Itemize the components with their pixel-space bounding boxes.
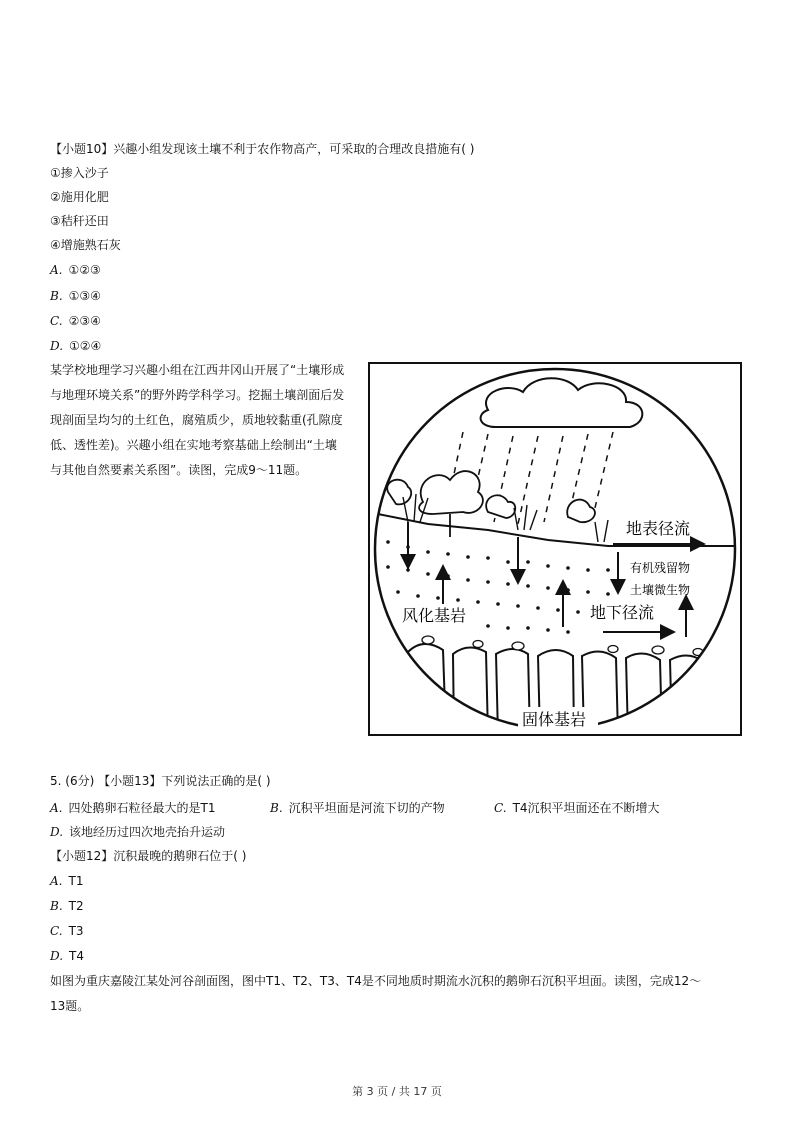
q12-option-d: [50, 948, 84, 964]
option-letter: B.: [50, 289, 63, 303]
q10-stem: 【小题10】兴趣小组发现该土壤不利于农作物高产，可采取的合理改良措施有( ): [50, 142, 475, 156]
option-text: ①②④: [69, 339, 102, 353]
option-letter: B.: [270, 801, 283, 815]
q10-option-b: [50, 288, 101, 304]
intro-line: 与地理环境关系”的野外跨学科学习。挖掘土壤剖面后发: [50, 388, 345, 402]
label-solid-bedrock: 固体基岩: [522, 710, 587, 729]
intro-line: 某学校地理学习兴趣小组在江西井冈山开展了“土壤形成: [50, 363, 345, 377]
final-para-line-2: 13题。: [50, 999, 90, 1013]
option-text: 沉积平坦面是河流下切的产物: [288, 801, 445, 815]
option-letter: C.: [50, 314, 63, 328]
option-letter: C.: [50, 924, 63, 938]
page-footer: 第 3 页 / 共 17 页: [352, 1085, 442, 1098]
q10-item-2: ②施用化肥: [50, 190, 109, 204]
q12-stem: 【小题12】沉积最晚的鹅卵石位于( ): [50, 849, 247, 863]
option-letter: A.: [50, 263, 63, 277]
q10-item-4: ④增施熟石灰: [50, 238, 121, 252]
q13-option-a: [50, 799, 215, 816]
intro-line: 现剖面呈均匀的土红色，腐殖质少，质地较黏重(孔隙度: [50, 413, 343, 427]
option-letter: A.: [50, 801, 63, 815]
option-letter: A.: [50, 874, 63, 888]
option-letter: B.: [50, 899, 63, 913]
option-letter: D.: [50, 339, 64, 353]
option-text: ①②③: [68, 263, 101, 277]
option-text: T4: [69, 949, 84, 963]
label-weathered-bedrock: 风化基岩: [402, 606, 467, 625]
q13-option-d: [50, 824, 225, 840]
option-text: T3: [68, 924, 84, 938]
option-text: 四处鹅卵石粒径最大的是T1: [68, 801, 216, 815]
figure-svg: [368, 362, 742, 736]
q10-option-c: [50, 313, 101, 329]
q12-option-a: [50, 873, 83, 889]
q12-option-b: [50, 898, 84, 914]
option-letter: D.: [50, 949, 64, 963]
option-text: T1: [68, 874, 84, 888]
option-text: 该地经历过四次地壳抬升运动: [69, 825, 226, 839]
q13-option-c: [494, 799, 660, 816]
label-surface-runoff: 地表径流: [626, 519, 691, 538]
intro-paragraph: [50, 358, 366, 483]
intro-line: 低、透性差)。兴趣小组在实地考察基础上绘制出“土壤: [50, 438, 337, 452]
q10-item-3: ③秸秆还田: [50, 214, 109, 228]
option-letter: C.: [494, 801, 507, 815]
q10-option-a: [50, 262, 101, 278]
label-organic-residue: 有机残留物: [630, 561, 691, 575]
soil-relationship-figure: [368, 362, 742, 736]
q13-stem: 5. (6分) 【小题13】下列说法正确的是( ): [50, 774, 271, 788]
option-text: ①③④: [68, 289, 101, 303]
option-letter: D.: [50, 825, 64, 839]
option-text: ②③④: [68, 314, 101, 328]
q10-item-1: ①掺入沙子: [50, 166, 109, 180]
q13-option-b: [270, 799, 445, 816]
intro-line: 与其他自然要素关系图”。读图，完成9～11题。: [50, 463, 308, 477]
option-text: T2: [68, 899, 84, 913]
q10-option-d: [50, 338, 101, 354]
q12-option-c: [50, 923, 84, 939]
label-soil-microbe: 土壤微生物: [630, 583, 691, 597]
label-underground-runoff: 地下径流: [590, 603, 655, 622]
option-text: T4沉积平坦面还在不断增大: [512, 801, 660, 815]
final-para-line-1: 如图为重庆嘉陵江某处河谷剖面图，图中T1、T2、T3、T4是不同地质时期流水沉积的鹅卵石沉积平坦面。读图，完成12～: [50, 974, 702, 988]
